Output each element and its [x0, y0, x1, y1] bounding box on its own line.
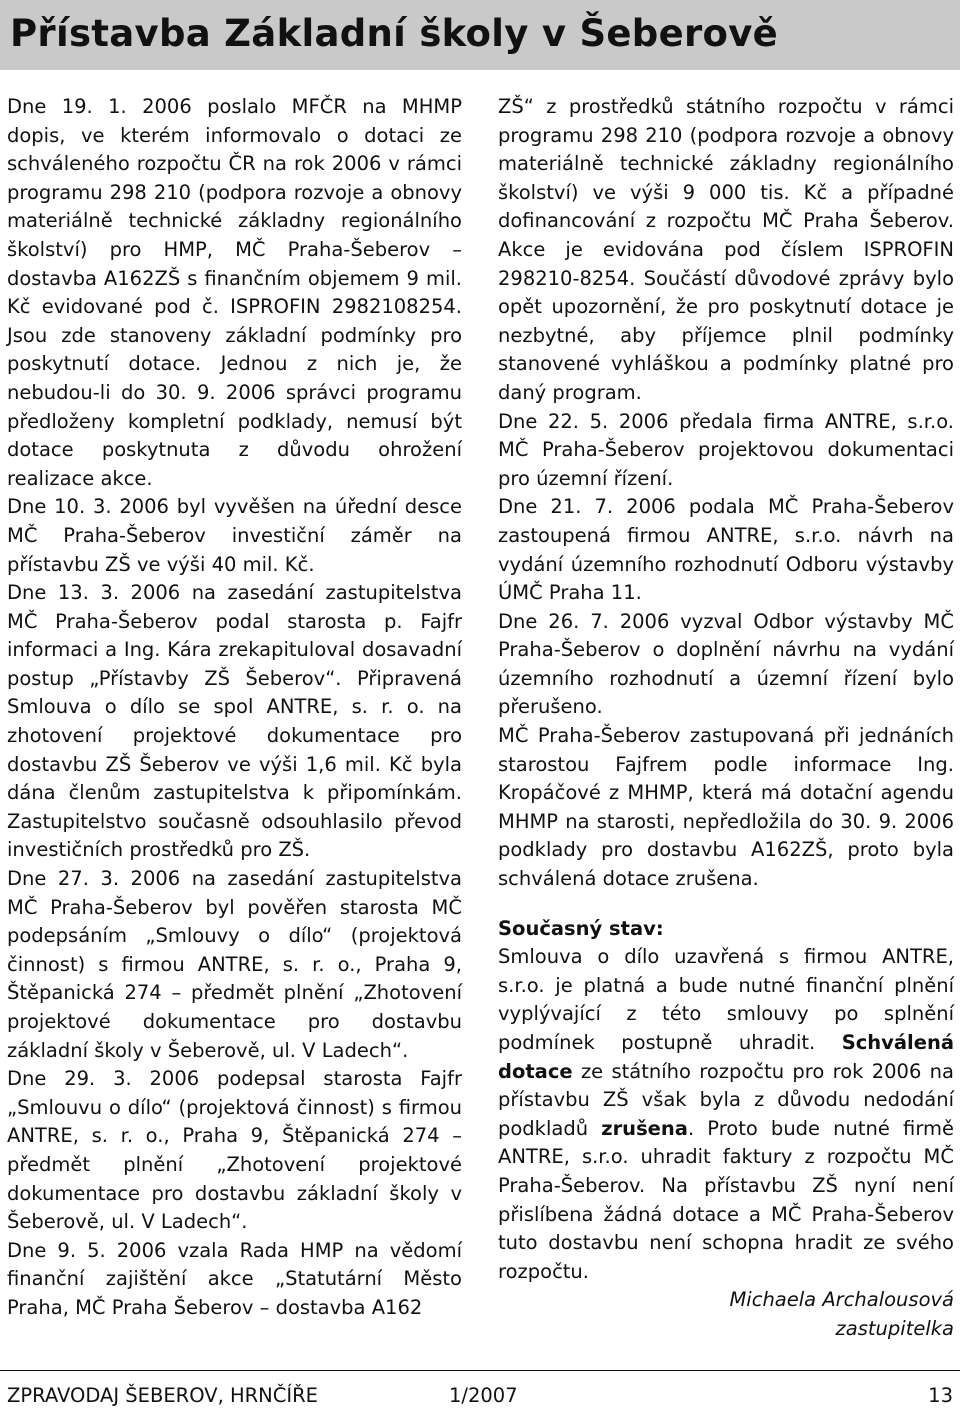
left-column — [7, 93, 462, 1323]
paragraph: Dne 10. 3. 2006 byl vyvěšen na úřední desce MČ Praha-Šeberov investiční záměr na přístavbu ZŠ ve výši 40 mil. Kč. — [7, 495, 462, 576]
article-title: Přístavba Základní školy v Šeberově — [10, 12, 779, 55]
status-paragraph — [498, 943, 954, 1286]
status-text: . Proto bude nutné firmě ANTRE, s.r.o. uhradit faktury z rozpočtu MČ Praha-Šeberov. Na přístavbu ZŠ nyní není přislíbena žádná dotace a MČ Praha-Šeberov tuto dostavbu není schopna hradit ze svého rozpočtu. — [498, 1116, 954, 1283]
footer-divider — [0, 1370, 960, 1371]
status-text: ze státního rozpočtu pro rok 2006 na přístavbu ZŠ však byla z důvodu nedodání podkladů — [498, 1059, 954, 1140]
status-text: Smlouva o dílo uzavřená s firmou ANTRE, s.r.o. je platná a bude nutné finanční plnění vyplývající z této smlouvy po splnění podmínek postupně uhradit. — [498, 945, 954, 1054]
paragraph: Dne 26. 7. 2006 vyzval Odbor výstavby MČ Praha-Šeberov o doplnění návrhu na vydání územního rozhodnutí a územní řízení bylo přerušeno. — [498, 609, 954, 719]
status-bold: Schválená dotace — [498, 1031, 954, 1083]
status-bold: zrušena — [601, 1116, 688, 1140]
paragraph: MČ Praha-Šeberov zastupovaná při jednáních starostou Fajfrem podle informace Ing. Kropáčové z MHMP, která má dotační agendu MHMP na starosti, nepředložila do 30. 9. 2006 podklady pro dostavbu A162ZŠ, proto byla schválená dotace zrušena. — [498, 724, 954, 891]
paragraph: Dne 29. 3. 2006 podepsal starosta Fajfr „Smlouvu o dílo“ (projektová činnost) s firmou ANTRE, s. r. o., Praha 9, Štěpanická 274 – předmět plnění „Zhotovení projektové dokumentace pro dostavbu základní školy v Šeberově, ul. V Ladech“. — [7, 1067, 462, 1234]
paragraph: Dne 9. 5. 2006 vzala Rada HMP na vědomí finanční zajištění akce „Statutární Město Praha, MČ Praha Šeberov – dostavba A162 — [7, 1238, 462, 1319]
paragraph: Dne 22. 5. 2006 předala firma ANTRE, s.r.o. MČ Praha-Šeberov projektovou dokumentaci pro územní řízení. — [498, 409, 954, 490]
right-column — [498, 93, 954, 1344]
footer-issue: 1/2007 — [449, 1384, 518, 1407]
paragraph: ZŠ“ z prostředků státního rozpočtu v rámci programu 298 210 (podpora rozvoje a obnovy materiálně technické základny regionálního školství) ve výši 9 000 tis. Kč a případné dofinancování z rozpočtu MČ Praha Šeberov. Akce je evidována pod číslem ISPROFIN 298210-8254. Součástí důvodové zprávy bylo opět upozornění, že pro poskytnutí dotace je nezbytné, aby příjemce plnil podmínky stanovené vyhláškou a podmínky platné pro daný program. — [498, 95, 954, 404]
signature-name: Michaela Archalousová — [729, 1288, 954, 1312]
signature-role: zastupitelka — [835, 1316, 954, 1340]
paragraph: Dne 27. 3. 2006 na zasedání zastupitelstva MČ Praha-Šeberov byl pověřen starosta MČ podepsáním „Smlouvy o dílo“ (projektová činnost) s firmou ANTRE, s. r. o., Praha 9, Štěpanická 274 – předmět plnění „Zhotovení projektové dokumentace pro dostavbu základní školy v Šeberově, ul. V Ladech“. — [7, 867, 462, 1062]
page-number: 13 — [928, 1384, 953, 1407]
status-heading: Současný stav: — [498, 916, 664, 940]
title-bar — [0, 0, 960, 70]
footer — [7, 1382, 953, 1412]
paragraph: Dne 13. 3. 2006 na zasedání zastupitelstva MČ Praha-Šeberov podal starosta p. Fajfr informaci a Ing. Kára zrekapituloval dosavadní postup „Přístavby ZŠ Šeberov“. Připravená Smlouva o dílo se spol ANTRE, s. r. o. na zhotovení projektové dokumentace pro dostavbu ZŠ Šeberov ve výši 1,6 mil. Kč byla dána členům zastupitelstva k připomínkám. Zastupitelstvo současně odsouhlasilo převod investičních prostředků pro ZŠ. — [7, 581, 462, 862]
paragraph: Dne 21. 7. 2006 podala MČ Praha-Šeberov zastoupená firmou ANTRE, s.r.o. návrh na vydání územního rozhodnutí Odboru výstavby ÚMČ Praha 11. — [498, 495, 954, 605]
paragraph: Dne 19. 1. 2006 poslalo MFČR na MHMP dopis, ve kterém informovalo o dotaci ze schváleného rozpočtu ČR na rok 2006 v rámci programu 298 210 (podpora rozvoje a obnovy materiálně technické základny regionálního školství) pro HMP, MČ Praha-Šeberov – dostavba A162ZŠ s finančním objemem 9 mil. Kč evidované pod č. ISPROFIN 2982108254. Jsou zde stanoveny základní podmínky pro poskytnutí dotace. Jednou z nich je, že nebudou-li do 30. 9. 2006 správci programu předloženy kompletní podklady, nemusí být dotace poskytnuta z důvodu ohrožení realizace akce. — [7, 95, 462, 490]
footer-publication: ZPRAVODAJ ŠEBEROV, HRNČÍŘE — [7, 1384, 319, 1407]
